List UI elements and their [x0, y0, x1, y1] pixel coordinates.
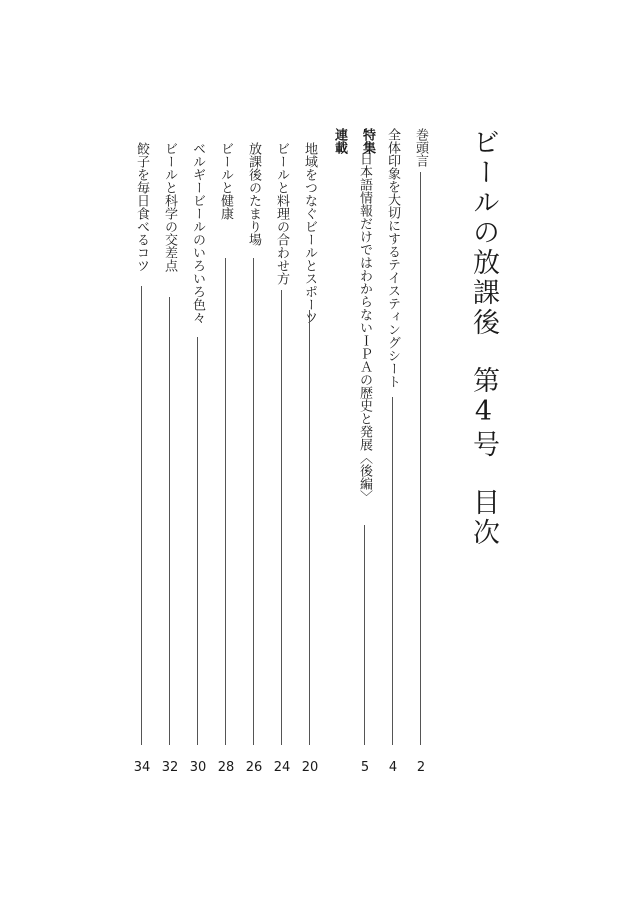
toc-entry-title: ビールと科学の交差点	[162, 142, 177, 272]
toc-entry-page: 24	[273, 760, 291, 775]
toc-entry-page: 34	[133, 760, 151, 775]
leader-line	[253, 258, 254, 745]
leader-line	[141, 286, 142, 745]
leader-line	[364, 525, 365, 745]
section-label-tokushu: 特集	[360, 128, 375, 154]
title-main: ビールの放課後	[468, 128, 499, 338]
toc-entry-page: 20	[301, 760, 319, 775]
toc-entry-title: 日本語情報だけではわからないＩＰＡの歴史と発展〈後編〉	[357, 152, 372, 503]
toc-entry-title: 全体印象を大切にするテイスティングシート	[385, 128, 400, 388]
toc-entry-page: 30	[189, 760, 207, 775]
page-title	[470, 128, 497, 548]
issue-number: 第4号	[468, 366, 499, 460]
toc-entry-page: 28	[217, 760, 235, 775]
toc-entry-page: 5	[360, 760, 370, 775]
leader-line	[225, 258, 226, 745]
toc-entry-page: 4	[388, 760, 398, 775]
toc-entry-title: 餃子を毎日食べるコツ	[134, 142, 149, 272]
leader-line	[309, 310, 310, 745]
toc-entry-title: ビールと料理の合わせ方	[274, 142, 289, 285]
toc-entry-page: 32	[161, 760, 179, 775]
leader-line	[169, 297, 170, 745]
toc-label: 目次	[468, 488, 499, 548]
toc-entry-title: 巻頭言	[413, 128, 428, 167]
leader-line	[392, 397, 393, 745]
toc-entry-page: 26	[245, 760, 263, 775]
leader-line	[281, 290, 282, 745]
leader-line	[197, 337, 198, 745]
toc-entry-title: ベルギービールのいろいろ色々	[190, 142, 205, 324]
toc-entry-page: 2	[416, 760, 426, 775]
section-label-rensai: 連載	[332, 128, 347, 154]
toc-entry-title: 放課後のたまり場	[246, 142, 261, 246]
toc-entry-title: 地域をつなぐビールとスポーツ	[302, 142, 317, 324]
leader-line	[420, 172, 421, 745]
toc-entry-title: ビールと健康	[218, 142, 233, 220]
